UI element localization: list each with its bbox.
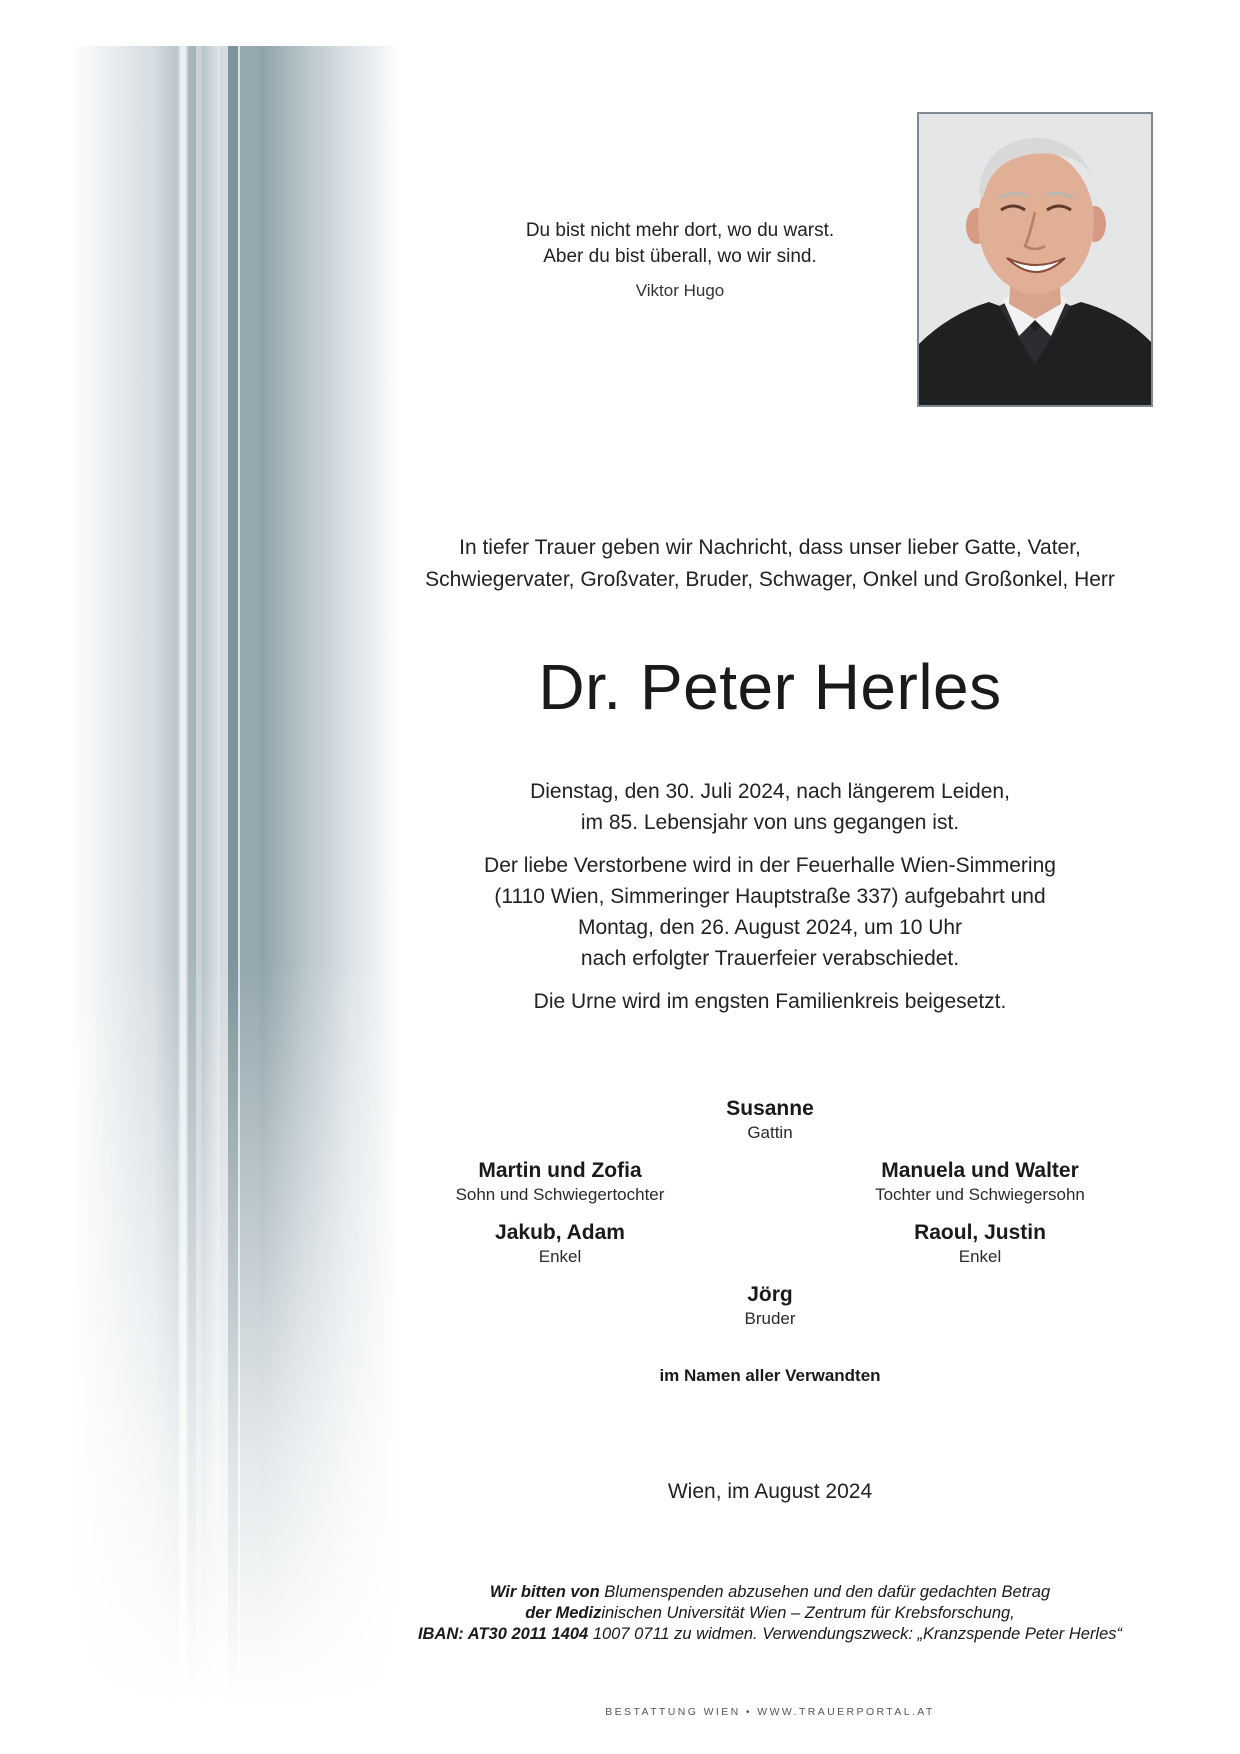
family-relation: Tochter und Schwiegersohn [875, 1185, 1085, 1204]
portrait-photo-icon [919, 114, 1151, 405]
quote-line-2: Aber du bist überall, wo wir sind. [543, 246, 817, 267]
family-name: Manuela und Walter [881, 1159, 1079, 1182]
family-relation: Enkel [538, 1247, 582, 1266]
on-behalf-of-relatives: im Namen aller Verwandten [659, 1366, 881, 1385]
ceremony-line-2: (1110 Wien, Simmeringer Hauptstraße 337) aufgebahrt und [494, 885, 1046, 908]
portrait-photo [917, 112, 1153, 407]
deceased-name: Dr. Peter Herles [538, 651, 1002, 723]
donation-line-3-bold: IBAN: AT30 2011 1404 [417, 1625, 589, 1643]
quote-author: Viktor Hugo [635, 281, 725, 300]
family-relation: Sohn und Schwiegertochter [455, 1185, 665, 1204]
family-son [410, 1158, 710, 1206]
donation-request [400, 1582, 1140, 1645]
family-relation: Gattin [747, 1123, 793, 1142]
ceremony-paragraph [400, 850, 1140, 974]
announcement-intro [400, 532, 1140, 596]
donation-line-1-bold: Wir bitten von [489, 1583, 600, 1601]
urn-paragraph: Die Urne wird im engsten Familienkreis beigesetzt. [533, 990, 1007, 1013]
family-daughter [830, 1158, 1130, 1206]
donation-line-3-text: 1007 0711 zu widmen. Verwendungszweck: „Kranzspende Peter Herles“ [588, 1625, 1123, 1643]
family-brother [640, 1282, 900, 1330]
family-relation: Bruder [744, 1309, 796, 1328]
ceremony-line-3: Montag, den 26. August 2024, um 10 Uhr [577, 916, 963, 939]
decorative-stripe-band [70, 46, 400, 1706]
donation-line-2-text: inischen Universität Wien – Zentrum für Krebsforschung, [601, 1604, 1015, 1622]
donation-line-2-bold: der Mediz [525, 1604, 602, 1622]
donation-line-1-text: Blumenspenden abzusehen und den dafür gedachten Betrag [599, 1583, 1051, 1601]
family-spouse [640, 1096, 900, 1144]
intro-line-1: In tiefer Trauer geben wir Nachricht, dass unser lieber Gatte, Vater, [459, 536, 1081, 559]
footer-imprint: BESTATTUNG WIEN • WWW.TRAUERPORTAL.AT [605, 1706, 935, 1718]
family-name: Jörg [747, 1283, 793, 1306]
family-relation: Enkel [958, 1247, 1002, 1266]
place-and-date: Wien, im August 2024 [667, 1480, 873, 1503]
family-name: Raoul, Justin [914, 1221, 1046, 1244]
ceremony-line-1: Der liebe Verstorbene wird in der Feuerhalle Wien-Simmering [484, 854, 1056, 877]
family-name: Susanne [726, 1097, 814, 1120]
family-name: Jakub, Adam [495, 1221, 625, 1244]
quote-line-1: Du bist nicht mehr dort, wo du warst. [525, 220, 835, 241]
donation-line-2 [400, 1603, 1140, 1624]
death-paragraph [400, 776, 1140, 838]
intro-line-2: Schwiegervater, Großvater, Bruder, Schwager, Onkel und Großonkel, Herr [425, 568, 1115, 591]
ceremony-line-4: nach erfolgter Trauerfeier verabschiedet. [580, 947, 960, 970]
family-grandchildren-right [830, 1220, 1130, 1268]
death-line-2: im 85. Lebensjahr von uns gegangen ist. [580, 811, 960, 834]
family-name: Martin und Zofia [478, 1159, 642, 1182]
donation-line-1 [400, 1582, 1140, 1603]
family-grandchildren-left [410, 1220, 710, 1268]
quote-block [480, 218, 880, 304]
donation-line-3 [400, 1624, 1140, 1645]
announcement-details [400, 776, 1140, 1029]
death-line-1: Dienstag, den 30. Juli 2024, nach längerem Leiden, [530, 780, 1010, 803]
